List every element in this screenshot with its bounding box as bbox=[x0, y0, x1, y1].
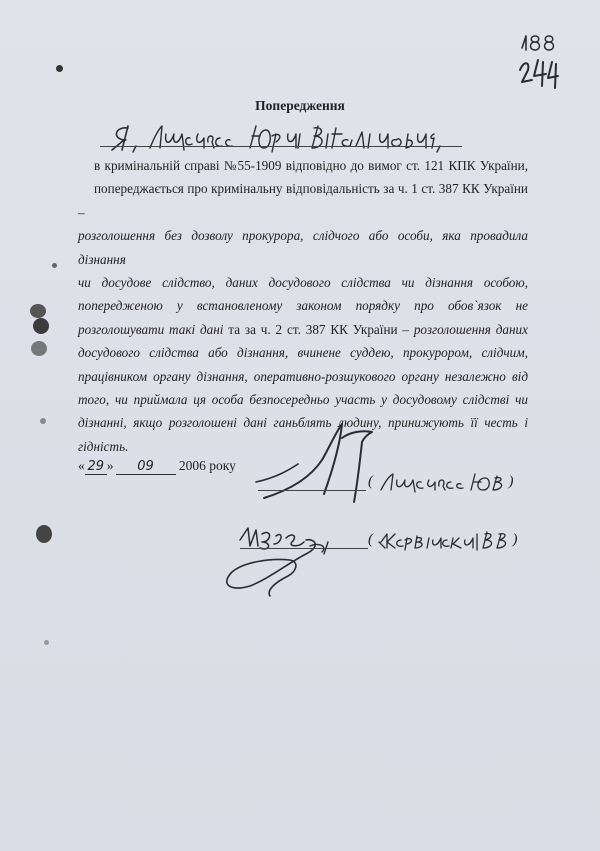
signer-1-handwritten bbox=[377, 472, 505, 492]
text-line: досудового слідства або дізнання, вчинене суддею, прокурором, слідчим, bbox=[78, 345, 528, 361]
date-year: 2006 року bbox=[178, 458, 236, 473]
text-line: того, чи приймала ця особа безпосередньо участь у досудовому слідстві чи bbox=[78, 392, 528, 408]
text-line: дізнанні, якщо розголошені дані ганьблять людину, принижують її честь і bbox=[78, 415, 528, 431]
open-paren-1: ( bbox=[368, 473, 373, 490]
text-fragment: розголошувати такі дані bbox=[78, 321, 224, 337]
scan-mark bbox=[52, 263, 57, 268]
name-line bbox=[100, 120, 480, 150]
scan-mark bbox=[33, 318, 49, 334]
date-month: 09 bbox=[116, 459, 176, 475]
date-day: 29 bbox=[85, 459, 107, 475]
scan-mark bbox=[30, 304, 46, 318]
handwritten-page-number bbox=[518, 30, 558, 100]
scan-mark bbox=[40, 418, 46, 424]
scan-mark bbox=[31, 341, 47, 356]
close-paren-2: ) bbox=[512, 531, 518, 548]
warning-text bbox=[78, 154, 528, 458]
date-line bbox=[78, 458, 236, 475]
signature-2-line bbox=[240, 548, 368, 549]
signature-1 bbox=[250, 420, 380, 510]
scan-mark bbox=[36, 525, 52, 543]
signer-1 bbox=[368, 472, 514, 492]
signer-2-handwritten bbox=[377, 530, 509, 550]
text-line: гідність. bbox=[78, 438, 129, 454]
signer-2 bbox=[368, 530, 518, 550]
text-line: в кримінальній справі №55-1909 відповідно до вимог ст. 121 КПК України, bbox=[94, 158, 528, 173]
scan-mark bbox=[56, 65, 63, 72]
name-underline bbox=[100, 146, 462, 147]
date-close-quote: » bbox=[106, 458, 114, 473]
document-title: Попередження bbox=[255, 98, 345, 113]
open-paren-2: ( bbox=[368, 531, 373, 548]
scan-mark bbox=[44, 640, 49, 645]
text-line: працівником органу дізнання, оперативно-розшукового органу незалежно від bbox=[78, 368, 528, 384]
date-open-quote: « bbox=[78, 458, 85, 473]
text-line: розголошення без дозволу прокурора, слідчого або особи, яка провадила дізнання bbox=[78, 228, 528, 267]
text-fragment: та за ч. 2 ст. 387 КК України – bbox=[223, 321, 414, 337]
signature-1-line bbox=[258, 490, 366, 491]
signature-2 bbox=[210, 512, 350, 602]
text-line: попереджається про кримінальну відповідальність за ч. 1 ст. 387 КК України – bbox=[78, 181, 528, 220]
close-paren-1: ) bbox=[508, 473, 514, 490]
text-line: попередженою у встановленому законом порядку про обов`язок не bbox=[78, 298, 528, 314]
text-fragment: розголошення даних bbox=[413, 321, 528, 337]
handwritten-name bbox=[100, 120, 480, 154]
text-line: чи досудове слідство, даних досудового слідства чи дізнання особою, bbox=[78, 275, 528, 291]
